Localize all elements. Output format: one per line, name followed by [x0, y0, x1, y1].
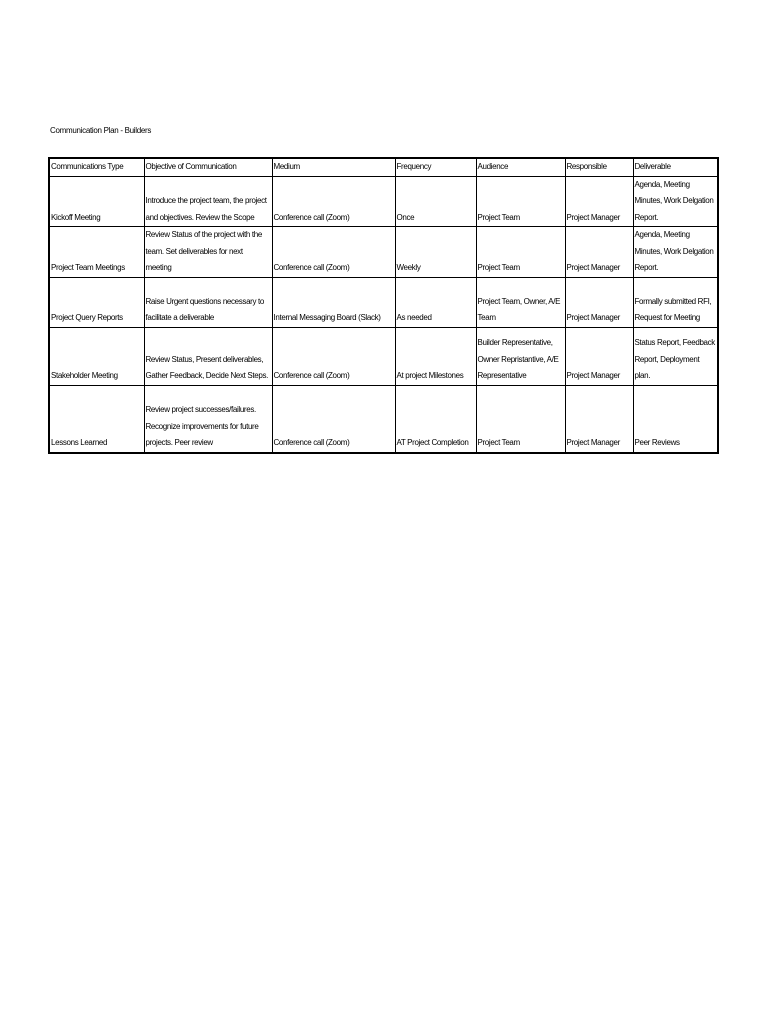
- cell-audience: Project Team: [476, 385, 565, 453]
- cell-medium: Conference call (Zoom): [272, 385, 395, 453]
- cell-medium: Conference call (Zoom): [272, 176, 395, 227]
- cell-deliverable: Status Report, Feedback Report, Deployment plan.: [633, 327, 718, 385]
- cell-medium: Conference call (Zoom): [272, 227, 395, 278]
- cell-audience: Project Team, Owner, A/E Team: [476, 277, 565, 327]
- cell-objective: Review Status of the project with the team. Set deliverables for next meeting: [144, 227, 272, 278]
- table-row: [49, 327, 718, 385]
- table-header-row: [49, 158, 718, 176]
- cell-type: Project Query Reports: [49, 277, 144, 327]
- header-medium: Medium: [272, 158, 395, 176]
- cell-objective: Review Status, Present deliverables, Gather Feedback, Decide Next Steps.: [144, 327, 272, 385]
- cell-medium: Internal Messaging Board (Slack): [272, 277, 395, 327]
- header-frequency: Frequency: [395, 158, 476, 176]
- table-row: [49, 227, 718, 278]
- cell-responsible: Project Manager: [565, 327, 633, 385]
- header-communications-type: Communications Type: [49, 158, 144, 176]
- cell-responsible: Project Manager: [565, 385, 633, 453]
- table-row: [49, 277, 718, 327]
- cell-medium: Conference call (Zoom): [272, 327, 395, 385]
- table-row: [49, 385, 718, 453]
- cell-responsible: Project Manager: [565, 277, 633, 327]
- header-objective: Objective of Communication: [144, 158, 272, 176]
- cell-audience: Project Team: [476, 227, 565, 278]
- communication-plan-table: [48, 157, 719, 454]
- cell-audience: Project Team: [476, 176, 565, 227]
- cell-type: Lessons Learned: [49, 385, 144, 453]
- cell-deliverable: Agenda, Meeting Minutes, Work Delgation Report.: [633, 176, 718, 227]
- cell-type: Project Team Meetings: [49, 227, 144, 278]
- cell-deliverable: Peer Reviews: [633, 385, 718, 453]
- cell-deliverable: Formally submitted RFI, Request for Meeting: [633, 277, 718, 327]
- table-row: [49, 176, 718, 227]
- header-audience: Audience: [476, 158, 565, 176]
- document-title: Communication Plan - Builders: [50, 126, 152, 135]
- cell-objective: Raise Urgent questions necessary to facilitate a deliverable: [144, 277, 272, 327]
- cell-frequency: Once: [395, 176, 476, 227]
- cell-type: Stakeholder Meeting: [49, 327, 144, 385]
- cell-frequency: Weekly: [395, 227, 476, 278]
- header-deliverable: Deliverable: [633, 158, 718, 176]
- cell-audience: Builder Representative, Owner Repristantive, A/E Representative: [476, 327, 565, 385]
- cell-frequency: At project Milestones: [395, 327, 476, 385]
- cell-frequency: AT Project Completion: [395, 385, 476, 453]
- cell-responsible: Project Manager: [565, 227, 633, 278]
- cell-deliverable: Agenda, Meeting Minutes, Work Delgation Report.: [633, 227, 718, 278]
- header-responsible: Responsible: [565, 158, 633, 176]
- cell-objective: Introduce the project team, the project and objectives. Review the Scope: [144, 176, 272, 227]
- cell-frequency: As needed: [395, 277, 476, 327]
- cell-responsible: Project Manager: [565, 176, 633, 227]
- cell-objective: Review project successes/failures. Recognize improvements for future projects. Peer review: [144, 385, 272, 453]
- cell-type: Kickoff Meeting: [49, 176, 144, 227]
